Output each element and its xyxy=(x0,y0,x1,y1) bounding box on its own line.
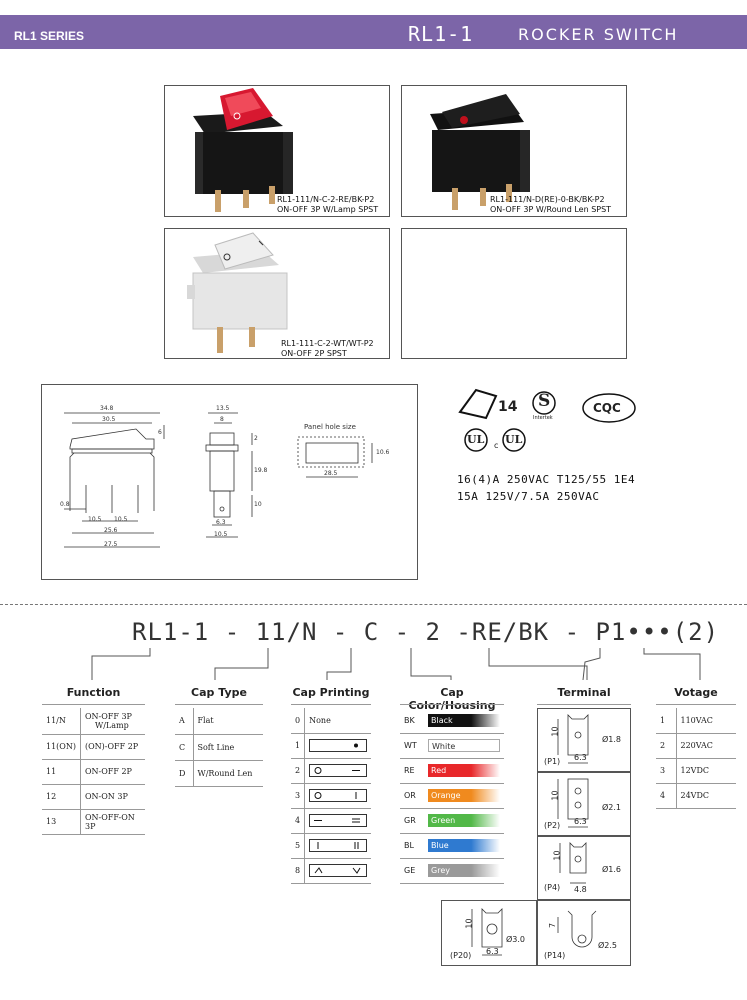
table-cell xyxy=(305,833,372,858)
table-cell xyxy=(305,758,372,783)
table-row xyxy=(400,758,504,783)
table-cell xyxy=(424,733,504,758)
section-divider xyxy=(0,604,747,605)
print-symbol-arrows xyxy=(309,864,367,877)
color-swatch-red: Red xyxy=(428,764,500,777)
dim-label: 6.3 xyxy=(216,519,226,526)
table-cell: 11(ON) xyxy=(42,734,80,759)
cap-type-heading: Cap Type xyxy=(191,686,247,699)
table-cell xyxy=(424,808,504,833)
table-row xyxy=(400,858,504,883)
function-heading: Function xyxy=(66,686,121,699)
model-title: RL1-1 xyxy=(408,22,474,46)
photo-description: ON-OFF 3P W/Lamp SPST xyxy=(277,205,379,214)
table-row xyxy=(42,734,145,759)
table-cell: 4 xyxy=(291,808,305,833)
table-cell: 24VDC xyxy=(676,783,736,808)
dim-label: Ø1.8 xyxy=(602,735,622,744)
table-row xyxy=(656,783,736,808)
cap-printing-heading: Cap Printing xyxy=(292,686,370,699)
table-row xyxy=(175,760,263,786)
terminal-p20 xyxy=(441,900,537,966)
terminal-label: (P1) xyxy=(544,757,561,766)
print-symbol-i-ii xyxy=(309,839,367,852)
table-cell xyxy=(424,708,504,733)
dim-label: 10 xyxy=(550,790,560,801)
dim-label: 8 xyxy=(220,416,224,423)
dim-label: 25.6 xyxy=(104,527,118,534)
photo-box-empty xyxy=(401,228,627,359)
table-cell: None xyxy=(305,708,372,733)
table-cell: WT xyxy=(400,733,424,758)
function-table xyxy=(42,708,145,835)
table-cell: 3 xyxy=(291,783,305,808)
heading-rule xyxy=(400,704,504,705)
table-row xyxy=(291,708,371,733)
table-row xyxy=(42,784,145,809)
dim-label: 10 xyxy=(464,918,474,929)
dim-label: Ø2.5 xyxy=(598,941,618,950)
table-cell: OR xyxy=(400,783,424,808)
photo-box-white-switch xyxy=(164,228,390,359)
heading-rule xyxy=(656,704,736,705)
dim-label: 2 xyxy=(254,435,258,442)
certification-logos xyxy=(456,386,646,456)
table-cell: RE xyxy=(400,758,424,783)
dim-label: Ø3.0 xyxy=(506,935,526,944)
terminal-label: (P14) xyxy=(544,951,566,960)
dim-label: 10 xyxy=(552,850,562,861)
dim-label: 0.8 xyxy=(60,501,70,508)
intertek-s-icon: S xyxy=(538,391,551,411)
rating-line: 16(4)A 250VAC T125/55 1E4 xyxy=(457,473,636,486)
product-title: ROCKER SWITCH xyxy=(518,25,679,44)
dim-label: 6.3 xyxy=(574,753,587,762)
terminal-heading: Terminal xyxy=(557,686,611,699)
table-cell xyxy=(424,833,504,858)
table-cell: C xyxy=(175,734,193,760)
table-cell xyxy=(424,783,504,808)
photo-description: ON-OFF 3P W/Round Len SPST xyxy=(490,205,612,214)
dim-label: 30.5 xyxy=(102,416,116,423)
table-row xyxy=(291,808,371,833)
dim-label: 6.3 xyxy=(574,817,587,826)
dim-label: 28.5 xyxy=(324,470,338,477)
color-swatch-white: White xyxy=(428,739,500,752)
heading-rule xyxy=(42,704,145,705)
table-cell: 5 xyxy=(291,833,305,858)
dim-label: 6.3 xyxy=(486,947,499,956)
table-cell: A xyxy=(175,708,193,734)
photo-part-number: RL1-111/N-D(RE)-0-BK/BK-P2 xyxy=(490,195,605,204)
table-row xyxy=(175,708,263,734)
print-symbol-o-i xyxy=(309,789,367,802)
print-symbol-dot xyxy=(309,739,367,752)
table-cell: 2 xyxy=(656,733,676,758)
table-cell: ON-OFF 3P W/Lamp xyxy=(80,708,145,734)
dim-label: 10.5 xyxy=(114,516,128,523)
color-swatch-green: Green xyxy=(428,814,500,827)
dim-label: 7 xyxy=(548,922,558,929)
heading-rule xyxy=(291,704,371,705)
ordering-code: RL1-1 - 11/N - C - 2 -RE/BK - P1•••(2) xyxy=(132,618,720,646)
table-cell: 1 xyxy=(291,733,305,758)
table-row xyxy=(291,783,371,808)
photo-part-number: RL1-111/N-C-2-RE/BK-P2 xyxy=(277,195,375,204)
table-cell: GR xyxy=(400,808,424,833)
table-row xyxy=(400,808,504,833)
table-row xyxy=(175,734,263,760)
table-cell xyxy=(305,858,372,883)
table-cell xyxy=(305,783,372,808)
rating-line: 15A 125V/7.5A 250VAC xyxy=(457,490,600,503)
dim-label: 4.8 xyxy=(574,885,587,894)
table-row xyxy=(656,708,736,733)
heading-rule xyxy=(175,704,263,705)
cert-marks xyxy=(456,386,646,456)
dim-label: 19.8 xyxy=(254,467,268,474)
photo-description: ON-OFF 2P SPST xyxy=(281,349,347,358)
table-row xyxy=(400,833,504,858)
table-cell: 11 xyxy=(42,759,80,784)
table-row xyxy=(400,783,504,808)
table-cell xyxy=(305,808,372,833)
series-label: RL1 SERIES xyxy=(14,29,85,43)
cap-type-table xyxy=(175,708,263,787)
table-row xyxy=(42,759,145,784)
dim-label: 34.8 xyxy=(100,405,114,412)
dim-label: 10.6 xyxy=(376,449,390,456)
table-cell: BL xyxy=(400,833,424,858)
table-row xyxy=(291,733,371,758)
cap-color-table xyxy=(400,708,504,884)
voltage-table xyxy=(656,708,736,809)
dim-label: 13.5 xyxy=(216,405,230,412)
table-row xyxy=(400,733,504,758)
terminal-label: (P20) xyxy=(450,951,472,960)
enec-number: 14 xyxy=(498,399,518,415)
table-cell: W/Round Len xyxy=(193,760,263,786)
cul-logo: UL xyxy=(505,433,523,446)
table-cell: BK xyxy=(400,708,424,733)
table-row xyxy=(656,758,736,783)
table-cell: 110VAC xyxy=(676,708,736,733)
table-row xyxy=(291,858,371,883)
cqc-logo: CQC xyxy=(593,401,621,415)
table-cell: 4 xyxy=(656,783,676,808)
c-mark: c xyxy=(494,441,499,450)
terminal-p14 xyxy=(537,900,631,966)
panel-hole-label: Panel hole size xyxy=(304,423,356,431)
table-row xyxy=(291,758,371,783)
table-cell: D xyxy=(175,760,193,786)
table-row xyxy=(400,708,504,733)
table-cell: GE xyxy=(400,858,424,883)
dim-label: 10.5 xyxy=(88,516,102,523)
code-connector-lines xyxy=(0,640,747,690)
dimension-drawing xyxy=(42,385,419,581)
table-cell: Flat xyxy=(193,708,263,734)
table-cell: ON-ON 3P xyxy=(80,784,145,809)
terminal-p1 xyxy=(537,708,631,772)
cap-printing-table xyxy=(291,708,371,884)
table-cell: 0 xyxy=(291,708,305,733)
table-cell: 12VDC xyxy=(676,758,736,783)
photo-box-red-switch xyxy=(164,85,390,217)
dim-label: 6 xyxy=(158,429,162,436)
ul-logo: UL xyxy=(467,433,485,446)
table-cell: 3 xyxy=(656,758,676,783)
table-cell: ON-OFF-ON 3P xyxy=(80,809,145,834)
dim-label: 10 xyxy=(254,501,262,508)
color-swatch-orange: Orange xyxy=(428,789,500,802)
table-cell: 8 xyxy=(291,858,305,883)
table-row xyxy=(291,833,371,858)
table-cell: 2 xyxy=(291,758,305,783)
dim-label: Ø1.6 xyxy=(602,865,622,874)
intertek-label: Intertek xyxy=(533,415,553,421)
table-cell: Soft Line xyxy=(193,734,263,760)
table-cell: 13 xyxy=(42,809,80,834)
dim-label: 10.5 xyxy=(214,531,228,538)
terminal-p2 xyxy=(537,772,631,836)
dim-label: 10 xyxy=(550,726,560,737)
terminal-label: (P4) xyxy=(544,883,561,892)
cap-color-heading: Cap Color/Housing xyxy=(408,686,496,712)
color-swatch-grey: Grey xyxy=(428,864,500,877)
table-cell xyxy=(305,733,372,758)
voltage-heading: Votage xyxy=(674,686,718,699)
print-symbol-o-dash xyxy=(309,764,367,777)
table-cell: (ON)-OFF 2P xyxy=(80,734,145,759)
table-cell: 220VAC xyxy=(676,733,736,758)
color-swatch-blue: Blue xyxy=(428,839,500,852)
dimension-drawing-box xyxy=(41,384,418,580)
table-cell: 12 xyxy=(42,784,80,809)
heading-rule xyxy=(537,704,631,705)
terminal-label: (P2) xyxy=(544,821,561,830)
dim-label: Ø2.1 xyxy=(602,803,622,812)
print-symbol-dash-equal xyxy=(309,814,367,827)
photo-box-black-switch xyxy=(401,85,627,217)
table-cell: ON-OFF 2P xyxy=(80,759,145,784)
dim-label: 27.5 xyxy=(104,541,118,548)
photo-part-number: RL1-111-C-2-WT/WT-P2 xyxy=(281,339,374,348)
terminal-p4 xyxy=(537,836,631,900)
table-cell: 11/N xyxy=(42,708,80,734)
table-row xyxy=(42,708,145,734)
table-cell: 1 xyxy=(656,708,676,733)
table-row xyxy=(42,809,145,834)
table-cell xyxy=(424,858,504,883)
table-cell xyxy=(424,758,504,783)
table-row xyxy=(656,733,736,758)
color-swatch-black: Black xyxy=(428,714,500,727)
